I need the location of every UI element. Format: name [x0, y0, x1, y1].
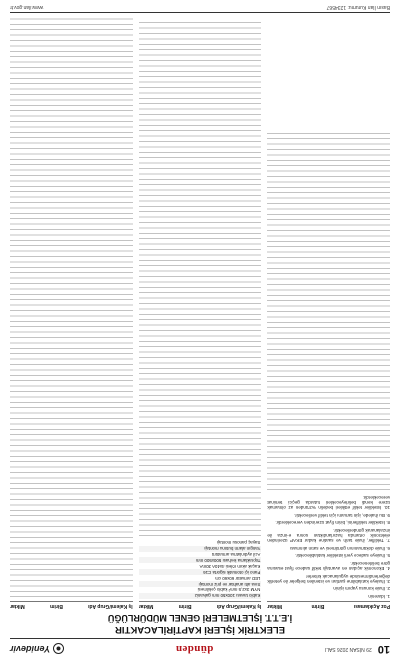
table-row	[139, 593, 262, 599]
table-row	[139, 575, 262, 581]
table-row	[139, 569, 262, 575]
table-row	[139, 587, 262, 593]
header-unit: Birim	[178, 602, 192, 609]
clause: 8. İstekliler tekliflerini, birim fiyat üzerinden vereceklerdir.	[275, 520, 390, 526]
table-continuation	[10, 14, 133, 599]
table-row	[139, 546, 262, 552]
footer-left: Basın İlan Kurumu: 1234567	[326, 4, 390, 10]
newspaper-logo: dünden	[175, 643, 214, 655]
item-description: LED armatür 60x60 cm	[215, 575, 261, 581]
football-icon	[53, 644, 64, 655]
issue-date: 29 NİSAN 2026 SALI	[324, 646, 372, 652]
item-description: Yangın alarm butonu montajı	[139, 546, 262, 552]
clause: 1. İdarenin	[368, 593, 390, 599]
page-number: 10	[377, 643, 390, 655]
table-row	[139, 563, 262, 569]
item-description: Topraklama levhası 500x500 mm	[139, 558, 262, 564]
dense-table-lines	[10, 14, 133, 599]
page-footer	[10, 4, 390, 13]
masthead-left	[325, 643, 390, 655]
table-continuation	[139, 18, 262, 538]
dense-table-lines	[139, 18, 262, 538]
header-qty: Miktar	[267, 602, 283, 609]
brand-logo-text: Yenidevir	[10, 644, 51, 654]
column-header	[139, 601, 262, 609]
dense-text-lines	[267, 132, 390, 492]
headline-line-2: İ.E.T.T. İŞLETMELERİ GENEL MÜDÜRLÜĞÜ	[107, 613, 293, 624]
column-header	[267, 601, 390, 609]
ad-columns	[10, 11, 390, 609]
table-row	[139, 558, 262, 564]
item-description: Kablo tavası 100x50 mm galvaniz	[139, 593, 262, 599]
items-table	[139, 540, 262, 599]
item-description: Kaçak akım rölesi 4x40A 30mA	[199, 563, 261, 569]
item-description: NYM 3x2,5 mm² kablo çekilmesi	[197, 587, 261, 593]
clause: 10. İstekliler teklif ettikleri bedelin %3'ünden az olmamak üzere kendi belirleyecekleri tutarda geçici teminat vereceklerdir.	[267, 494, 390, 511]
column-clauses	[267, 11, 390, 609]
masthead	[10, 638, 390, 659]
table-row	[139, 581, 262, 587]
clause-text-block	[267, 132, 390, 492]
footer-right: www.ilan.gov.tr	[10, 4, 44, 10]
clause: 4. Ekonomik açıdan en avantajlı teklif sadece fiyat esasına göre belirlenecektir.	[267, 560, 390, 572]
table-row	[139, 540, 262, 546]
clause: 7. Teklifler, ihale tarih ve saatine kadar EKAP üzerinden elektronik ortamda hazırlandıktan sonra e-imza ile imzalanarak gönderilecektir.	[267, 527, 390, 544]
item-description: Pano içi otomatik sigorta C16	[139, 569, 262, 575]
header-unit: Birim	[50, 602, 63, 609]
header-item-name: Poz Açıklaması	[353, 602, 390, 609]
column-header	[10, 601, 133, 609]
table-row	[139, 552, 262, 558]
item-description: Acil aydınlatma armatürü	[211, 552, 261, 558]
header-unit: Birim	[311, 602, 325, 609]
header-qty: Miktar	[10, 602, 25, 609]
clause: 5. İhaleye sadece yerli istekliler katılabilecektir.	[295, 553, 390, 559]
headline-line-1: ELEKTRİK İŞLERİ KAPTİRİLACAKTIR	[115, 624, 285, 635]
clause: 3. İhaleye katılabilme şartları ve istenilen belgeler ile yeterlik değerlendirmesinde uygulanacak kriterler	[267, 573, 390, 584]
item-description: Sayaç panosu montajı	[216, 540, 261, 546]
brand-logo	[10, 644, 64, 655]
clause: 2. İhale konusu yapım işinin	[333, 586, 390, 592]
column-table-right	[10, 11, 133, 609]
header-item-name: İş Kalemi/Grup Adı	[216, 602, 262, 609]
header-item-name: İş Kalemi/Grup Adı	[88, 602, 133, 609]
clause: 6. İhale dokümanının görülmesi ve satın alınması	[289, 545, 390, 551]
ad-headline	[10, 613, 390, 634]
item-description: Sıva altı anahtar ve priz montajı	[139, 581, 262, 587]
header-qty: Miktar	[138, 602, 154, 609]
clause: 9. Bu ihalede, işin tamamı için teklif verilecektir.	[294, 512, 390, 518]
column-table-middle	[139, 11, 262, 609]
